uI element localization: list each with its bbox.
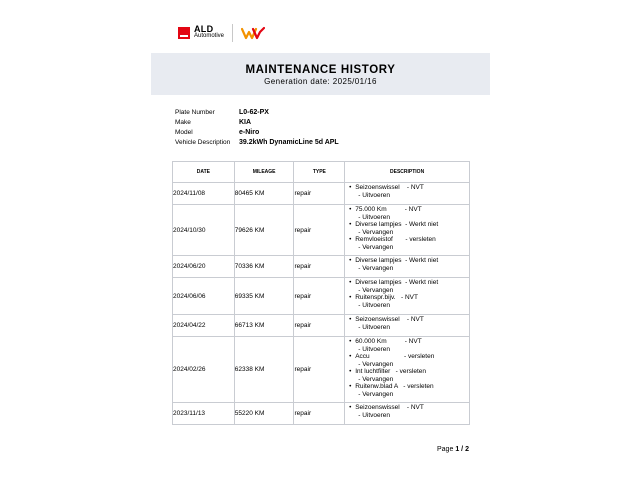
description-status: - Vervangen: [358, 286, 394, 294]
column-header-mileage: MILEAGE: [234, 162, 294, 183]
cell-type: repair: [294, 183, 345, 205]
page-label: Page: [437, 446, 454, 453]
title-banner: [151, 53, 490, 95]
description-status: - Vervangen: [358, 360, 394, 368]
page-total: 2: [465, 446, 469, 453]
vehicle-info-row: [175, 117, 339, 127]
bullet-icon: •: [349, 404, 352, 411]
logo-divider: [232, 24, 233, 42]
company-logos: [178, 24, 265, 42]
description-text: Diverse lampjes - Werkt niet: [355, 257, 439, 264]
table-row: [173, 205, 470, 256]
description-text: Diverse lampjes - Werkt niet: [355, 221, 439, 228]
description-item: [345, 236, 469, 244]
description-item: [345, 316, 469, 324]
description-item: [345, 353, 469, 361]
description-text: Seizoenswissel - NVT: [355, 184, 424, 191]
description-status: - Vervangen: [358, 228, 394, 236]
description-item: [345, 368, 469, 376]
info-label: Make: [175, 118, 191, 126]
column-header-type: TYPE: [294, 162, 345, 183]
cell-description: [345, 337, 470, 403]
cell-description: [345, 315, 470, 337]
description-item: [345, 383, 469, 391]
table-header-row: [173, 162, 470, 183]
description-status: - Uitvoeren: [358, 323, 391, 331]
cell-date: 2024/06/20: [173, 256, 235, 278]
cell-type: repair: [294, 403, 345, 425]
vehicle-info-row: [175, 127, 339, 137]
description-item: [345, 294, 469, 302]
cell-date: 2024/11/08: [173, 183, 235, 205]
cell-date: 2024/04/22: [173, 315, 235, 337]
document-title: MAINTENANCE HISTORY: [245, 64, 396, 76]
cell-mileage: 69335 KM: [234, 278, 294, 315]
description-item: [345, 338, 469, 346]
vehicle-info-row: [175, 107, 339, 117]
cell-description: [345, 403, 470, 425]
description-item: [345, 221, 469, 229]
cell-date: 2023/11/13: [173, 403, 235, 425]
bullet-icon: •: [349, 257, 352, 264]
column-header-description: DESCRIPTION: [345, 162, 470, 183]
description-text: 75.000 Km - NVT: [355, 206, 422, 213]
ald-logo-text: [194, 26, 224, 40]
bullet-icon: •: [349, 279, 352, 286]
bullet-icon: •: [349, 353, 352, 360]
bullet-icon: •: [349, 184, 352, 191]
cell-date: 2024/10/30: [173, 205, 235, 256]
description-status: - Uitvoeren: [358, 213, 391, 221]
cell-type: repair: [294, 337, 345, 403]
info-value: L0-62-PX: [239, 108, 269, 116]
table-row: [173, 256, 470, 278]
bullet-icon: •: [349, 221, 352, 228]
bullet-icon: •: [349, 206, 352, 213]
description-text: Seizoenswissel - NVT: [355, 316, 424, 323]
bullet-icon: •: [349, 316, 352, 323]
description-status: - Vervangen: [358, 390, 394, 398]
description-text: Seizoenswissel - NVT: [355, 404, 424, 411]
ald-logo-mark: [178, 27, 190, 39]
page-separator: /: [461, 446, 464, 453]
info-value: 39.2kWh DynamicLine 5d APL: [239, 138, 339, 146]
cell-mileage: 62338 KM: [234, 337, 294, 403]
description-text: Accu - versleten: [355, 353, 435, 360]
cell-description: [345, 205, 470, 256]
description-text: Int luchtfilter - versleten: [355, 368, 427, 375]
page-current: 1: [455, 446, 460, 453]
bullet-icon: •: [349, 294, 352, 301]
description-text: Ruitenspr.bijv. - NVT: [355, 294, 418, 301]
description-item: [345, 184, 469, 192]
ald-brand-name: ALD: [194, 24, 214, 34]
table-row: [173, 403, 470, 425]
table-row: [173, 315, 470, 337]
cell-mileage: 66713 KM: [234, 315, 294, 337]
description-status: - Uitvoeren: [358, 191, 391, 199]
leaseplan-logo-icon: [241, 26, 265, 40]
info-value: e-Niro: [239, 128, 260, 136]
bullet-icon: •: [349, 236, 352, 243]
table-body: [173, 183, 470, 425]
cell-type: repair: [294, 315, 345, 337]
cell-description: [345, 278, 470, 315]
page-indicator: [437, 446, 469, 453]
column-header-date: DATE: [173, 162, 235, 183]
cell-type: repair: [294, 256, 345, 278]
cell-type: repair: [294, 278, 345, 315]
maintenance-table: [172, 161, 470, 425]
info-value: KIA: [239, 118, 252, 126]
bullet-icon: •: [349, 383, 352, 390]
vehicle-info: [175, 107, 339, 147]
description-status: - Vervangen: [358, 375, 394, 383]
description-text: 60.000 Km - NVT: [355, 338, 422, 345]
info-label: Plate Number: [175, 108, 215, 116]
bullet-icon: •: [349, 368, 352, 375]
info-label: Model: [175, 128, 193, 136]
cell-type: repair: [294, 205, 345, 256]
description-item: [345, 257, 469, 265]
table-row: [173, 278, 470, 315]
description-text: Remvloeistof - versleten: [355, 236, 436, 243]
table-row: [173, 337, 470, 403]
description-status: - Vervangen: [358, 264, 394, 272]
description-text: Ruitenw.blad A - versleten: [355, 383, 434, 390]
cell-mileage: 55220 KM: [234, 403, 294, 425]
cell-description: [345, 183, 470, 205]
ald-brand-sub: Automotive: [194, 33, 225, 39]
description-status: - Vervangen: [358, 243, 394, 251]
cell-mileage: 80465 KM: [234, 183, 294, 205]
bullet-icon: •: [349, 338, 352, 345]
cell-date: 2024/06/06: [173, 278, 235, 315]
cell-mileage: 79626 KM: [234, 205, 294, 256]
cell-description: [345, 256, 470, 278]
vehicle-info-row: [175, 137, 339, 147]
description-status: - Uitvoeren: [358, 411, 391, 419]
description-status: - Uitvoeren: [358, 301, 391, 309]
description-text: Diverse lampjes - Werkt niet: [355, 279, 439, 286]
description-status: - Uitvoeren: [358, 345, 391, 353]
info-label: Vehicle Description: [175, 138, 231, 146]
cell-date: 2024/02/26: [173, 337, 235, 403]
cell-mileage: 70336 KM: [234, 256, 294, 278]
description-item: [345, 206, 469, 214]
description-item: [345, 279, 469, 287]
table-row: [173, 183, 470, 205]
generation-date: Generation date: 2025/01/16: [264, 77, 377, 86]
description-item: [345, 404, 469, 412]
